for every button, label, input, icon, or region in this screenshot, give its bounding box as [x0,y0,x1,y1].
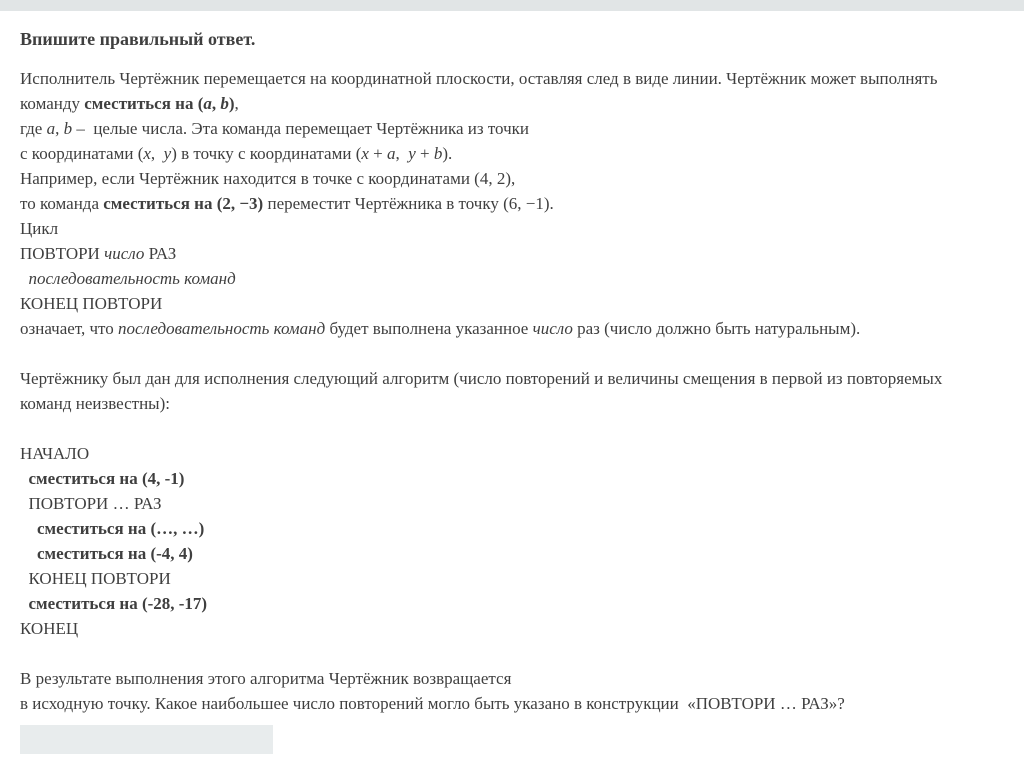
text-segment: ) в точку с координатами ( [171,144,362,163]
text-segment: , [234,94,239,113]
text-segment: x [143,144,151,163]
text-line [20,241,1010,266]
text-line [20,591,1010,616]
text-segment: В результате выполнения этого алгоритма Чертёжник возвращается [20,669,512,688]
text-segment: в исходную точку. Какое наибольшее число повторений могло быть указано в конструкции «ПОВТОРИ … РАЗ»? [20,694,845,713]
question-paragraph [20,666,1010,716]
text-segment: КОНЕЦ ПОВТОРИ [20,294,163,313]
text-segment: число [532,319,573,338]
text-segment [20,269,29,288]
text-segment: , [395,144,409,163]
text-line [20,141,1010,166]
text-segment: будет выполнена указанное [325,319,533,338]
text-segment: + [368,144,387,163]
text-line [20,491,1010,516]
text-segment [20,519,37,538]
text-segment: ПОВТОРИ … РАЗ [20,494,162,513]
text-segment: с координатами ( [20,144,144,163]
text-segment: где [20,119,47,138]
text-segment: Например, если Чертёжник находится в точке с координатами (4, 2), [20,169,516,188]
text-line [20,541,1010,566]
top-bar [0,0,1024,11]
text-segment: b [63,119,73,138]
text-segment: сместиться на (4, -1) [28,469,185,488]
text-segment: последовательность команд [117,319,326,338]
text-line [20,691,1010,716]
text-line [20,191,1010,216]
text-segment: a [46,119,56,138]
text-segment: сместиться на (2, −3) [103,194,264,213]
text-segment: a [203,94,212,113]
text-segment: , [55,119,64,138]
text-segment: команд неизвестны): [20,394,170,413]
text-line [20,291,1010,316]
text-segment: последовательность команд [28,269,236,288]
text-segment: раз (число должно быть натуральным). [572,319,861,338]
text-line [20,391,1010,416]
text-line [20,216,1010,241]
text-segment: РАЗ [144,244,177,263]
text-segment: y [163,144,172,163]
text-segment: y [408,144,416,163]
task-prompt: Впишите правильный ответ. [20,29,256,49]
text-segment: переместит Чертёжника в точку (6, −1). [263,194,554,213]
text-segment: сместиться на ( [84,94,204,113]
text-segment: ). [442,144,453,163]
text-segment: , [150,144,164,163]
text-segment: b [433,144,443,163]
text-line [20,91,1010,116]
text-segment: означает, что [20,319,118,338]
answer-input[interactable] [20,725,273,754]
text-line [20,566,1010,591]
text-segment: ПОВТОРИ [20,244,105,263]
text-segment: Исполнитель Чертёжник перемещается на координатной плоскости, оставляя след в виде линии. Чертёжник может выполнять [20,69,938,88]
text-segment: число [104,244,145,263]
text-line [20,616,1010,641]
text-segment: + [415,144,434,163]
text-line [20,66,1010,91]
task-statement-paragraph [20,366,1010,416]
text-segment: a [387,144,396,163]
text-segment: x [361,144,369,163]
text-segment: сместиться на (-28, -17) [28,594,208,613]
text-line [20,516,1010,541]
text-line [20,166,1010,191]
text-segment: Чертёжнику был дан для исполнения следующий алгоритм (число повторений и величины смещения в первой из повторяемых [20,369,943,388]
text-segment: команду [20,94,85,113]
text-segment: ) [228,94,235,113]
executor-description-paragraph [20,66,1010,341]
text-line [20,466,1010,491]
text-segment: то команда [20,194,104,213]
text-segment: сместиться на (…, …) [37,519,205,538]
text-line [20,366,1010,391]
text-line [20,441,1010,466]
text-line [20,666,1010,691]
algorithm-listing [20,441,1010,641]
text-segment: , [211,94,221,113]
text-segment: сместиться на (-4, 4) [37,544,193,563]
text-segment [20,469,29,488]
text-segment: КОНЕЦ ПОВТОРИ [20,569,171,588]
text-segment [20,544,37,563]
text-line [20,266,1010,291]
text-segment: b [220,94,229,113]
task-content [0,27,1024,754]
text-segment: Цикл [20,219,59,238]
text-segment [20,594,29,613]
text-line [20,316,1010,341]
text-segment: КОНЕЦ [20,619,79,638]
text-segment: НАЧАЛО [20,444,90,463]
text-line [20,116,1010,141]
text-segment: – целые числа. Эта команда перемещает Чертёжника из точки [72,119,530,138]
